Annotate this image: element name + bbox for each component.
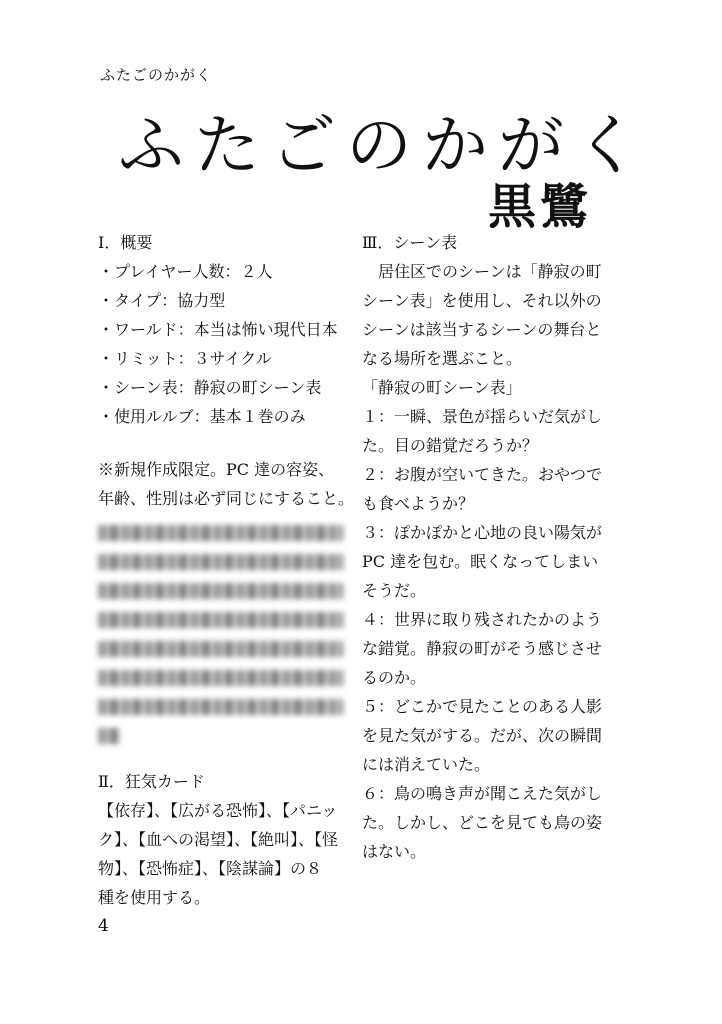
- page-number: 4: [98, 916, 109, 936]
- running-head: ふたごのかがく: [100, 66, 213, 84]
- redacted-line: [98, 525, 343, 541]
- overview-item: ・リミット：３サイクル: [98, 349, 272, 368]
- overview-note: ※新規作成限定。PC 達の容姿、: [98, 460, 335, 479]
- overview-item: ・プレイヤー人数：２人: [98, 262, 273, 281]
- scene-entry: はない。: [362, 842, 427, 861]
- left-column: [98, 228, 356, 912]
- spacer: [98, 731, 356, 767]
- redacted-line: [98, 670, 343, 686]
- scene-entry: ５：どこかで見たことのある人影: [362, 697, 603, 716]
- redacted-line: [98, 583, 343, 599]
- scene-entry: るのか。: [362, 668, 427, 687]
- scene-intro: シーンは該当するシーンの舞台と: [362, 320, 602, 339]
- page-title: ふたごのかがく: [118, 107, 650, 184]
- redacted-text-block: [98, 525, 343, 731]
- redacted-line: [98, 728, 120, 744]
- scene-entry: な錯覚。静寂の町がそう感じさせ: [362, 639, 603, 658]
- scene-entry: そうだ。: [362, 581, 427, 600]
- scene-entry: ４：世界に取り残されたかのよう: [362, 610, 603, 629]
- scene-entry: PC 達を包む。眠くなってしまい: [362, 552, 599, 571]
- scene-intro: なる場所を選ぶこと。: [362, 349, 523, 368]
- spacer: [98, 431, 356, 455]
- scene-entry: ２：お腹が空いてきた。おやつで: [362, 465, 603, 484]
- scene-entry: も食べようか？: [362, 494, 475, 513]
- overview-item: ・タイプ：協力型: [98, 291, 226, 310]
- page-subtitle: 黒鷺: [488, 179, 593, 235]
- scene-entry: を見た気がする。だが、次の瞬間: [362, 726, 603, 745]
- scene-entry: ６：鳥の鳴き声が聞こえた気がし: [362, 784, 603, 803]
- overview-heading: Ⅰ．概要: [98, 233, 153, 252]
- redacted-line: [98, 699, 343, 715]
- scene-entry: には消えていた。: [362, 755, 491, 774]
- madness-heading: Ⅱ．狂気カード: [98, 772, 205, 791]
- scene-entry: ３：ぽかぽかと心地の良い陽気が: [362, 523, 603, 542]
- scene-table-title: 「静寂の町シーン表」: [362, 378, 522, 397]
- overview-item: ・シーン表：静寂の町シーン表: [98, 378, 322, 397]
- overview-item: ・ワールド：本当は怖い現代日本: [98, 320, 338, 339]
- scene-intro: シーン表」を使用し、それ以外の: [362, 291, 602, 310]
- overview-note: 年齢、性別は必ず同じにすること。: [98, 489, 355, 508]
- scene-entry: １：一瞬、景色が揺らいだ気がし: [362, 407, 603, 426]
- scene-entry: た。目の錯覚だろうか？: [362, 436, 539, 455]
- madness-text: 物】、【恐怖症】、【陰謀論】の８: [98, 859, 323, 878]
- redacted-line: [98, 554, 343, 570]
- scene-intro: 居住区でのシーンは「静寂の町: [378, 262, 602, 281]
- madness-text: ク】、【血への渇望】、【絶叫】、【怪: [98, 830, 339, 849]
- scene-heading: Ⅲ．シーン表: [362, 233, 458, 252]
- right-column: [362, 228, 612, 866]
- madness-text: 【依存】、【広がる恐怖】、【パニッ: [98, 801, 338, 820]
- overview-item: ・使用ルルブ：基本１巻のみ: [98, 407, 306, 426]
- madness-text: 種を使用する。: [98, 888, 211, 907]
- scene-entry: た。しかし、どこを見ても鳥の姿: [362, 813, 603, 832]
- redacted-line: [98, 641, 343, 657]
- redacted-line: [98, 612, 343, 628]
